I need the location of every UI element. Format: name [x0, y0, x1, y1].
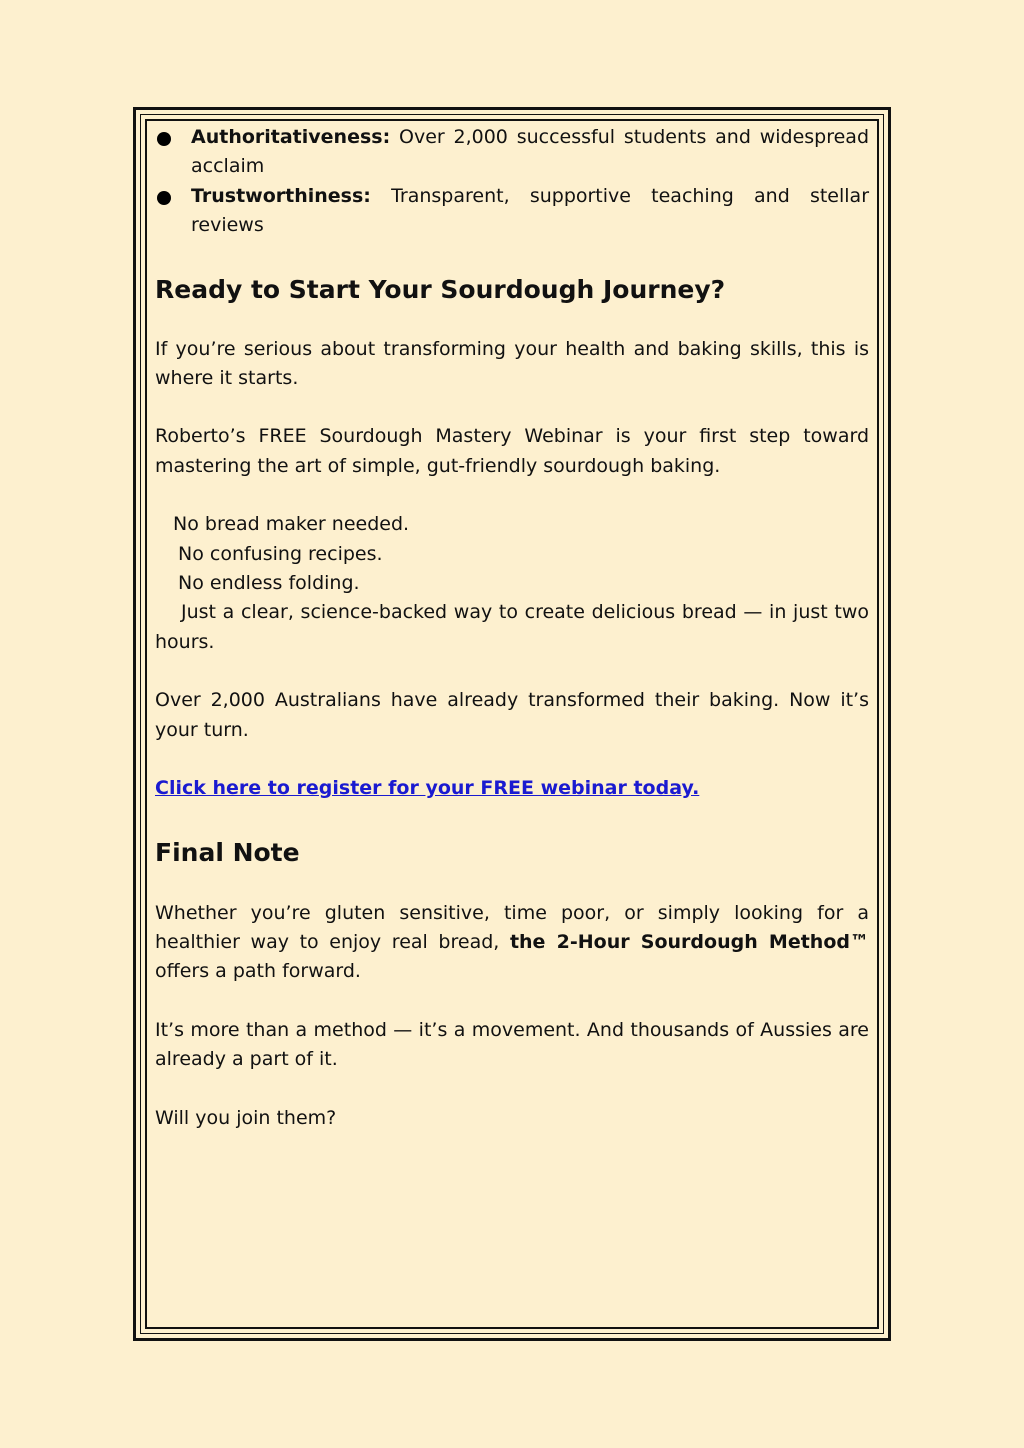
- bullet-text: Over 2,000 successful students and widespread acclaim: [191, 126, 870, 178]
- no-list: [155, 510, 869, 657]
- register-webinar-link[interactable]: Click here to register for your FREE webinar today.: [155, 777, 700, 800]
- paragraph-join: Will you join them?: [155, 1106, 337, 1129]
- bullet-dot-icon: [157, 132, 171, 146]
- bullet-trustworthiness: [155, 182, 869, 241]
- eeat-bullet-list: [155, 123, 869, 241]
- no-item-just-clear: Just a clear, science-backed way to create delicious bread — in just two hours.: [155, 601, 869, 653]
- document-content: [155, 123, 869, 1133]
- paragraph-webinar-intro: Roberto’s FREE Sourdough Mastery Webinar is your first step toward mastering the art of simple, gut-friendly sourdough baking.: [155, 425, 869, 477]
- bullet-label: Trustworthiness:: [191, 184, 371, 207]
- register-link-paragraph: [155, 774, 869, 803]
- section-heading-final-note: Final Note: [155, 837, 300, 867]
- no-item-folding: No endless folding.: [178, 572, 360, 595]
- paragraph-australians: Over 2,000 Australians have already transformed their baking. Now it’s your turn.: [155, 689, 869, 741]
- path-forward-text: offers a path forward.: [155, 960, 361, 983]
- whether-text: Whether you’re gluten sensitive, time poor, or simply looking for a healthier way to enjoy real bread,: [155, 901, 869, 953]
- paragraph-movement: It’s more than a method — it’s a movement. And thousands of Aussies are already a part of it.: [155, 1018, 869, 1071]
- no-item-bread-maker: No bread maker needed.: [173, 513, 410, 536]
- method-name: the 2-Hour Sourdough Method™: [509, 930, 869, 953]
- paragraph-serious: If you’re serious about transforming your health and baking skills, this is where it starts.: [155, 337, 869, 390]
- section-heading-journey: Ready to Start Your Sourdough Journey?: [155, 274, 726, 304]
- bullet-label: Authoritativeness:: [191, 126, 391, 148]
- bullet-text: Transparent, supportive teaching and stellar reviews: [191, 184, 869, 237]
- paragraph-whether: [155, 899, 869, 987]
- bullet-dot-icon: [157, 191, 171, 205]
- bullet-authoritativeness: [155, 123, 869, 182]
- no-item-recipes: No confusing recipes.: [178, 542, 383, 565]
